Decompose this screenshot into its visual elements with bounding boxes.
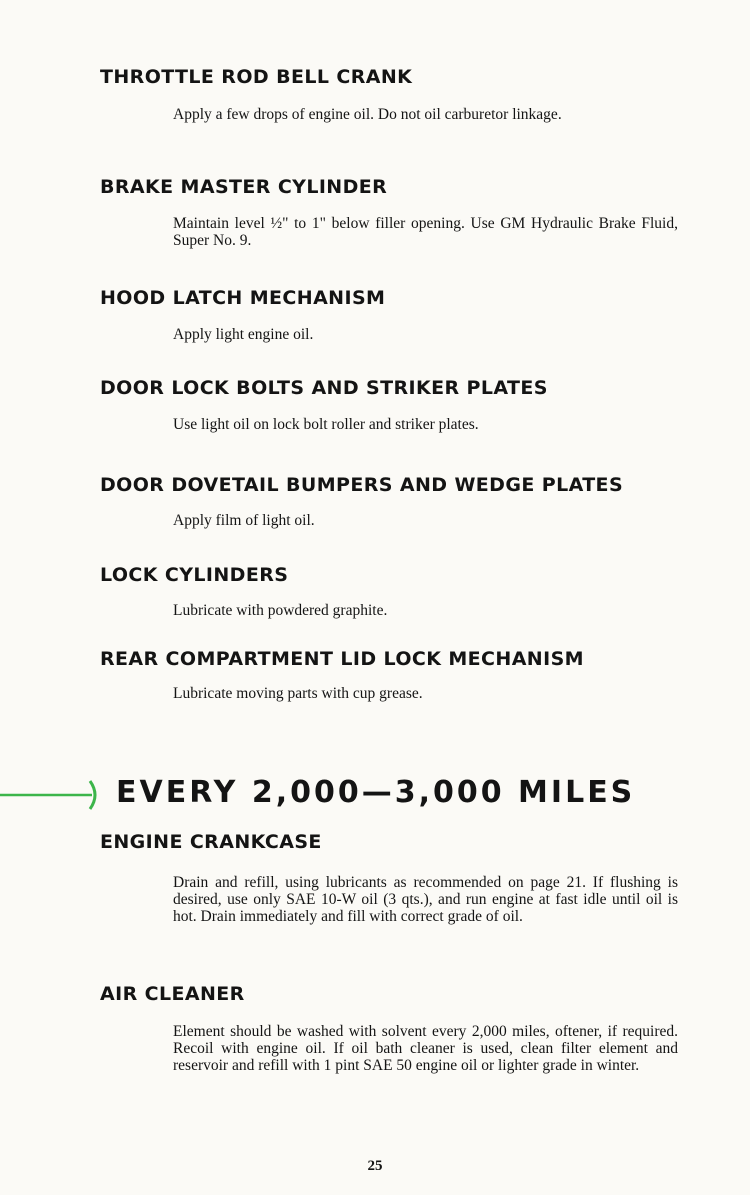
page-number: 25	[367, 1158, 383, 1174]
heading-door-lock-bolts: DOOR LOCK BOLTS AND STRIKER PLATES	[100, 377, 548, 399]
text-air-cleaner: Element should be washed with solvent every 2,000 miles, oftener, if required. Recoil with engine oil. If oil bath cleaner is used, clean filter element and reservoir and refill with 1 pint SAE 50 engine oil or lighter grade in winter.	[173, 1023, 678, 1074]
text-lock-cylinders: Lubricate with powdered graphite.	[173, 602, 388, 619]
heading-throttle-rod-bell-crank: THROTTLE ROD BELL CRANK	[100, 66, 413, 88]
heading-brake-master-cylinder: BRAKE MASTER CYLINDER	[100, 176, 388, 198]
text-brake-master-cylinder: Maintain level ½" to 1" below filler opening. Use GM Hydraulic Brake Fluid, Super No. 9.	[173, 215, 678, 249]
section-marker-icon	[0, 778, 100, 812]
heading-door-dovetail-bumpers: DOOR DOVETAIL BUMPERS AND WEDGE PLATES	[100, 474, 624, 496]
heading-hood-latch-mechanism: HOOD LATCH MECHANISM	[100, 287, 386, 309]
heading-lock-cylinders: LOCK CYLINDERS	[100, 564, 289, 586]
heading-air-cleaner: AIR CLEANER	[100, 983, 245, 1005]
text-door-lock-bolts: Use light oil on lock bolt roller and striker plates.	[173, 416, 479, 433]
text-throttle-rod-bell-crank: Apply a few drops of engine oil. Do not oil carburetor linkage.	[173, 106, 562, 123]
heading-rear-compartment-lid: REAR COMPARTMENT LID LOCK MECHANISM	[100, 648, 584, 670]
section-title: EVERY 2,000—3,000 MILES	[116, 775, 636, 810]
text-hood-latch-mechanism: Apply light engine oil.	[173, 326, 314, 343]
text-engine-crankcase: Drain and refill, using lubricants as recommended on page 21. If flushing is desired, use only SAE 10-W oil (3 qts.), and run engine at fast idle until oil is hot. Drain immediately and fill with correct grade of oil.	[173, 874, 678, 925]
text-door-dovetail-bumpers: Apply film of light oil.	[173, 512, 315, 529]
text-rear-compartment-lid: Lubricate moving parts with cup grease.	[173, 685, 423, 702]
heading-engine-crankcase: ENGINE CRANKCASE	[100, 831, 322, 853]
